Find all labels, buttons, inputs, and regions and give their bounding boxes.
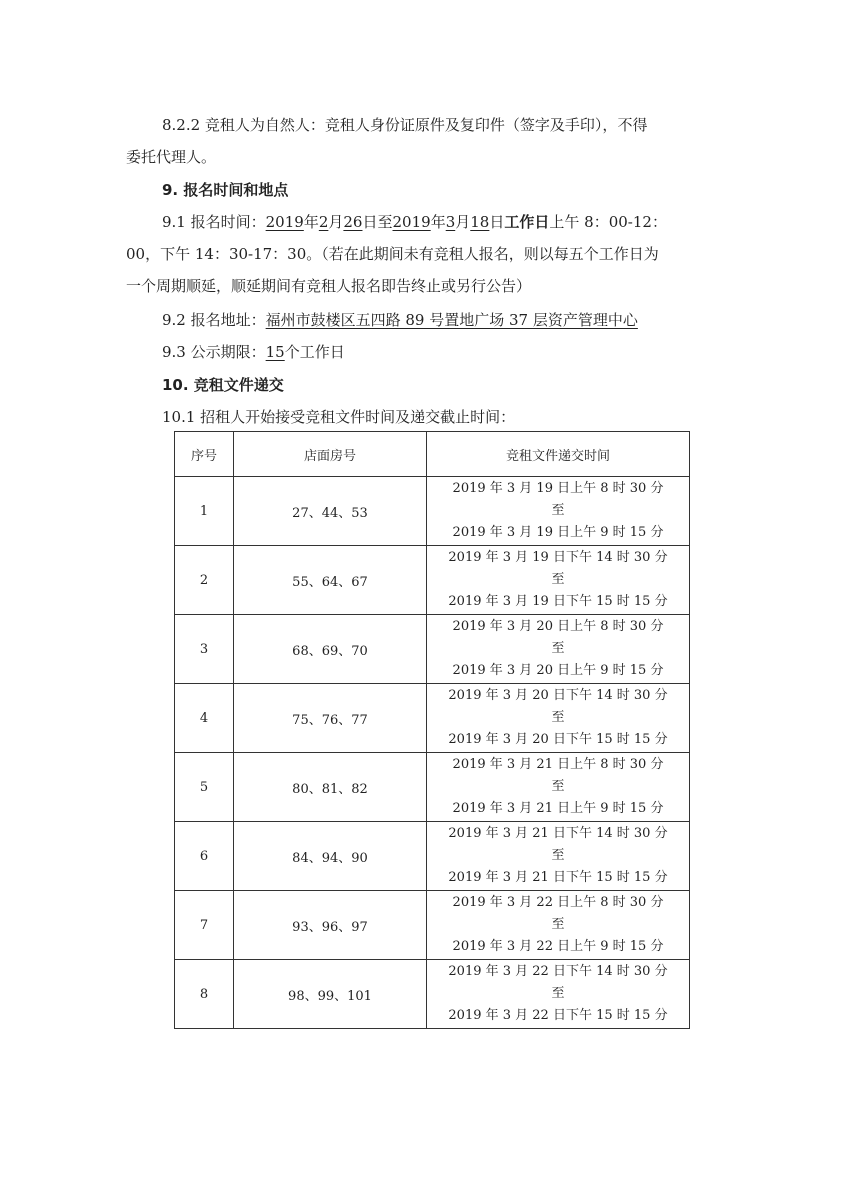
- para-9-2: 9.2 报名地址：福州市鼓楼区五四路 89 号置地广场 37 层资产管理中心: [162, 311, 638, 329]
- serial-no-cell: 7: [175, 891, 234, 960]
- section-10-heading: 10. 竞租文件递交: [162, 376, 284, 394]
- time-cell: 2019 年 3 月 20 日下午 14 时 30 分 至 2019 年 3 月 20 日下午 15 时 15 分: [427, 684, 690, 753]
- room-no-cell: 98、99、101: [234, 960, 427, 1029]
- table-row: [175, 960, 690, 1029]
- serial-no-cell: 2: [175, 546, 234, 615]
- serial-no-cell: 1: [175, 477, 234, 546]
- section-9-heading: 9. 报名时间和地点: [162, 181, 289, 199]
- serial-no-cell: 6: [175, 822, 234, 891]
- para-9-1-line3: 一个周期顺延，顺延期间有竞租人报名即告终止或另行公告）: [126, 277, 532, 295]
- room-no-cell: 80、81、82: [234, 753, 427, 822]
- table-row: [175, 615, 690, 684]
- room-no-cell: 93、96、97: [234, 891, 427, 960]
- serial-no-cell: 8: [175, 960, 234, 1029]
- table-row: [175, 684, 690, 753]
- header-room-no: 店面房号: [234, 432, 427, 477]
- room-no-cell: 68、69、70: [234, 615, 427, 684]
- time-cell: 2019 年 3 月 21 日下午 14 时 30 分 至 2019 年 3 月 21 日下午 15 时 15 分: [427, 822, 690, 891]
- room-no-cell: 55、64、67: [234, 546, 427, 615]
- workday-emphasis: 工作日: [504, 213, 550, 231]
- table-row: [175, 891, 690, 960]
- table-row: [175, 753, 690, 822]
- para-8-2-2-line2: 委托代理人。: [126, 148, 217, 166]
- table-row: [175, 546, 690, 615]
- time-cell: 2019 年 3 月 21 日上午 8 时 30 分 至 2019 年 3 月 21 日上午 9 时 15 分: [427, 753, 690, 822]
- para-8-2-2-line1: 8.2.2 竞租人为自然人：竞租人身份证原件及复印件（签字及手印），不得: [162, 116, 648, 134]
- time-cell: 2019 年 3 月 22 日上午 8 时 30 分 至 2019 年 3 月 22 日上午 9 时 15 分: [427, 891, 690, 960]
- room-no-cell: 84、94、90: [234, 822, 427, 891]
- header-submission-time: 竞租文件递交时间: [427, 432, 690, 477]
- submission-schedule-table: [174, 431, 690, 1029]
- time-cell: 2019 年 3 月 19 日上午 8 时 30 分 至 2019 年 3 月 19 日上午 9 时 15 分: [427, 477, 690, 546]
- time-cell: 2019 年 3 月 22 日下午 14 时 30 分 至 2019 年 3 月 22 日下午 15 时 15 分: [427, 960, 690, 1029]
- table-header-row: [175, 432, 690, 477]
- room-no-cell: 75、76、77: [234, 684, 427, 753]
- time-cell: 2019 年 3 月 20 日上午 8 时 30 分 至 2019 年 3 月 20 日上午 9 时 15 分: [427, 615, 690, 684]
- para-10-1: 10.1 招租人开始接受竞租文件时间及递交截止时间：: [162, 408, 516, 426]
- serial-no-cell: 4: [175, 684, 234, 753]
- time-cell: 2019 年 3 月 19 日下午 14 时 30 分 至 2019 年 3 月 19 日下午 15 时 15 分: [427, 546, 690, 615]
- serial-no-cell: 3: [175, 615, 234, 684]
- table-row: [175, 477, 690, 546]
- para-9-3: 9.3 公示期限：15个工作日: [162, 343, 345, 361]
- registration-address: 福州市鼓楼区五四路 89 号置地广场 37 层资产管理中心: [265, 311, 638, 329]
- serial-no-cell: 5: [175, 753, 234, 822]
- room-no-cell: 27、44、53: [234, 477, 427, 546]
- para-9-1-line1: 9.1 报名时间：2019年2月26日至2019年3月18日工作日上午 8：00-12：: [162, 213, 667, 231]
- table-row: [175, 822, 690, 891]
- para-9-1-line2: 00，下午 14：30-17：30。（若在此期间未有竞租人报名，则以每五个工作日为: [126, 245, 659, 263]
- header-serial-no: 序号: [175, 432, 234, 477]
